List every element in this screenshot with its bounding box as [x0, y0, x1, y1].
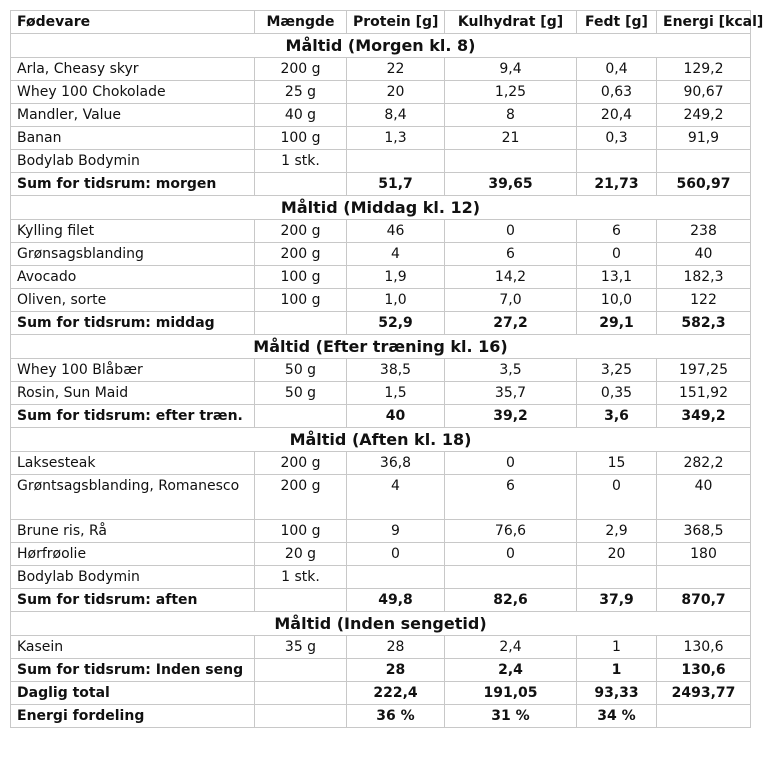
cell-fat: 21,73 — [577, 173, 657, 196]
cell-energy: 129,2 — [657, 58, 751, 81]
cell-food: Grønsagsblanding — [11, 243, 255, 266]
cell-fat: 1 — [577, 636, 657, 659]
cell-fat: 37,9 — [577, 589, 657, 612]
cell-fat: 15 — [577, 452, 657, 475]
cell-food: Sum for tidsrum: middag — [11, 312, 255, 335]
cell-protein: 1,0 — [347, 289, 445, 312]
cell-carbs: 6 — [445, 475, 577, 520]
cell-amount — [255, 682, 347, 705]
cell-amount: 40 g — [255, 104, 347, 127]
cell-fat: 20,4 — [577, 104, 657, 127]
daily-total-row — [11, 682, 751, 705]
cell-protein: 49,8 — [347, 589, 445, 612]
table-row — [11, 382, 751, 405]
cell-food: Whey 100 Chokolade — [11, 81, 255, 104]
cell-carbs: 21 — [445, 127, 577, 150]
table-row — [11, 266, 751, 289]
cell-fat: 34 % — [577, 705, 657, 728]
cell-amount — [255, 405, 347, 428]
cell-energy: 180 — [657, 543, 751, 566]
cell-fat: 29,1 — [577, 312, 657, 335]
header-food: Fødevare — [11, 11, 255, 34]
cell-food: Kasein — [11, 636, 255, 659]
cell-fat — [577, 566, 657, 589]
cell-food: Grøntsagsblanding, Romanesco — [11, 475, 255, 520]
cell-carbs — [445, 566, 577, 589]
cell-protein: 28 — [347, 659, 445, 682]
cell-carbs: 9,4 — [445, 58, 577, 81]
cell-food: Oliven, sorte — [11, 289, 255, 312]
sum-row — [11, 659, 751, 682]
table-row — [11, 452, 751, 475]
cell-energy: 349,2 — [657, 405, 751, 428]
cell-fat: 0,35 — [577, 382, 657, 405]
nutrition-table-container — [10, 10, 764, 728]
cell-protein: 9 — [347, 520, 445, 543]
header-energy: Energi [kcal] — [657, 11, 751, 34]
cell-fat: 13,1 — [577, 266, 657, 289]
cell-amount — [255, 705, 347, 728]
cell-carbs: 31 % — [445, 705, 577, 728]
cell-fat: 0 — [577, 475, 657, 520]
cell-amount: 200 g — [255, 243, 347, 266]
cell-amount — [255, 659, 347, 682]
cell-food: Kylling filet — [11, 220, 255, 243]
cell-amount — [255, 173, 347, 196]
cell-food: Arla, Cheasy skyr — [11, 58, 255, 81]
cell-fat: 3,25 — [577, 359, 657, 382]
table-row — [11, 543, 751, 566]
cell-food: Daglig total — [11, 682, 255, 705]
section-title: Måltid (Morgen kl. 8) — [11, 34, 751, 58]
cell-carbs: 0 — [445, 543, 577, 566]
sum-row — [11, 312, 751, 335]
cell-carbs: 27,2 — [445, 312, 577, 335]
cell-food: Sum for tidsrum: Inden seng — [11, 659, 255, 682]
cell-energy: 130,6 — [657, 659, 751, 682]
cell-protein: 28 — [347, 636, 445, 659]
cell-food: Bodylab Bodymin — [11, 566, 255, 589]
nutrition-table — [10, 10, 764, 728]
table-row — [11, 104, 751, 127]
cell-fat: 1 — [577, 659, 657, 682]
cell-food: Brune ris, Rå — [11, 520, 255, 543]
cell-amount: 20 g — [255, 543, 347, 566]
cell-carbs: 0 — [445, 220, 577, 243]
cell-food: Laksesteak — [11, 452, 255, 475]
cell-energy: 182,3 — [657, 266, 751, 289]
cell-fat: 10,0 — [577, 289, 657, 312]
cell-energy: 560,97 — [657, 173, 751, 196]
section-header-row — [11, 34, 751, 58]
table-row — [11, 520, 751, 543]
cell-amount: 100 g — [255, 289, 347, 312]
section-title: Måltid (Efter træning kl. 16) — [11, 335, 751, 359]
cell-energy: 40 — [657, 243, 751, 266]
table-body — [11, 34, 751, 728]
section-title: Måltid (Aften kl. 18) — [11, 428, 751, 452]
section-header-row — [11, 428, 751, 452]
cell-carbs: 7,0 — [445, 289, 577, 312]
table-row — [11, 81, 751, 104]
cell-food: Avocado — [11, 266, 255, 289]
section-header-row — [11, 196, 751, 220]
section-title: Måltid (Middag kl. 12) — [11, 196, 751, 220]
cell-carbs: 2,4 — [445, 636, 577, 659]
cell-carbs — [445, 150, 577, 173]
cell-protein: 4 — [347, 243, 445, 266]
cell-amount: 100 g — [255, 266, 347, 289]
cell-amount: 200 g — [255, 58, 347, 81]
cell-fat: 2,9 — [577, 520, 657, 543]
cell-energy: 151,92 — [657, 382, 751, 405]
cell-fat — [577, 150, 657, 173]
cell-fat: 0 — [577, 243, 657, 266]
header-fat: Fedt [g] — [577, 11, 657, 34]
cell-energy: 90,67 — [657, 81, 751, 104]
cell-carbs: 6 — [445, 243, 577, 266]
cell-protein: 38,5 — [347, 359, 445, 382]
cell-food: Sum for tidsrum: morgen — [11, 173, 255, 196]
cell-fat: 6 — [577, 220, 657, 243]
cell-protein — [347, 566, 445, 589]
cell-amount — [255, 312, 347, 335]
cell-carbs: 191,05 — [445, 682, 577, 705]
cell-food: Hørfrøolie — [11, 543, 255, 566]
cell-protein: 1,3 — [347, 127, 445, 150]
cell-amount: 50 g — [255, 359, 347, 382]
cell-energy: 870,7 — [657, 589, 751, 612]
table-row — [11, 636, 751, 659]
cell-carbs: 1,25 — [445, 81, 577, 104]
cell-energy: 91,9 — [657, 127, 751, 150]
cell-amount — [255, 589, 347, 612]
cell-protein: 46 — [347, 220, 445, 243]
cell-protein: 20 — [347, 81, 445, 104]
cell-fat: 0,63 — [577, 81, 657, 104]
cell-energy — [657, 150, 751, 173]
cell-food: Banan — [11, 127, 255, 150]
cell-amount: 100 g — [255, 520, 347, 543]
energy-distribution-row — [11, 705, 751, 728]
cell-energy: 238 — [657, 220, 751, 243]
table-row — [11, 566, 751, 589]
cell-protein: 0 — [347, 543, 445, 566]
table-row — [11, 150, 751, 173]
cell-protein: 51,7 — [347, 173, 445, 196]
table-row — [11, 359, 751, 382]
cell-energy: 130,6 — [657, 636, 751, 659]
cell-energy: 197,25 — [657, 359, 751, 382]
cell-protein: 52,9 — [347, 312, 445, 335]
cell-protein: 1,9 — [347, 266, 445, 289]
cell-protein: 8,4 — [347, 104, 445, 127]
cell-protein: 4 — [347, 475, 445, 520]
cell-energy: 282,2 — [657, 452, 751, 475]
cell-energy: 122 — [657, 289, 751, 312]
table-row — [11, 58, 751, 81]
cell-energy — [657, 705, 751, 728]
cell-energy: 368,5 — [657, 520, 751, 543]
cell-fat: 93,33 — [577, 682, 657, 705]
cell-amount: 25 g — [255, 81, 347, 104]
table-row — [11, 475, 751, 520]
cell-carbs: 39,2 — [445, 405, 577, 428]
cell-energy: 2493,77 — [657, 682, 751, 705]
cell-protein: 36 % — [347, 705, 445, 728]
table-row — [11, 127, 751, 150]
cell-energy: 40 — [657, 475, 751, 520]
sum-row — [11, 173, 751, 196]
cell-food: Whey 100 Blåbær — [11, 359, 255, 382]
cell-carbs: 76,6 — [445, 520, 577, 543]
cell-protein: 36,8 — [347, 452, 445, 475]
cell-fat: 20 — [577, 543, 657, 566]
cell-amount: 200 g — [255, 220, 347, 243]
section-header-row — [11, 612, 751, 636]
cell-protein — [347, 150, 445, 173]
cell-carbs: 0 — [445, 452, 577, 475]
cell-amount: 200 g — [255, 475, 347, 520]
sum-row — [11, 589, 751, 612]
cell-food: Sum for tidsrum: aften — [11, 589, 255, 612]
header-protein: Protein [g] — [347, 11, 445, 34]
cell-energy — [657, 566, 751, 589]
cell-amount: 1 stk. — [255, 150, 347, 173]
cell-energy: 582,3 — [657, 312, 751, 335]
header-amount: Mængde — [255, 11, 347, 34]
cell-protein: 1,5 — [347, 382, 445, 405]
cell-fat: 3,6 — [577, 405, 657, 428]
table-row — [11, 220, 751, 243]
cell-carbs: 82,6 — [445, 589, 577, 612]
cell-food: Mandler, Value — [11, 104, 255, 127]
cell-food: Energi fordeling — [11, 705, 255, 728]
cell-fat: 0,4 — [577, 58, 657, 81]
cell-carbs: 39,65 — [445, 173, 577, 196]
section-title: Måltid (Inden sengetid) — [11, 612, 751, 636]
cell-carbs: 8 — [445, 104, 577, 127]
cell-amount: 100 g — [255, 127, 347, 150]
cell-carbs: 3,5 — [445, 359, 577, 382]
cell-carbs: 35,7 — [445, 382, 577, 405]
header-row — [11, 11, 751, 34]
cell-amount: 200 g — [255, 452, 347, 475]
cell-food: Sum for tidsrum: efter træn. — [11, 405, 255, 428]
cell-amount: 50 g — [255, 382, 347, 405]
cell-food: Rosin, Sun Maid — [11, 382, 255, 405]
sum-row — [11, 405, 751, 428]
cell-carbs: 14,2 — [445, 266, 577, 289]
cell-energy: 249,2 — [657, 104, 751, 127]
cell-carbs: 2,4 — [445, 659, 577, 682]
cell-protein: 222,4 — [347, 682, 445, 705]
section-header-row — [11, 335, 751, 359]
cell-amount: 35 g — [255, 636, 347, 659]
table-row — [11, 289, 751, 312]
table-row — [11, 243, 751, 266]
cell-protein: 22 — [347, 58, 445, 81]
cell-amount: 1 stk. — [255, 566, 347, 589]
cell-food: Bodylab Bodymin — [11, 150, 255, 173]
cell-protein: 40 — [347, 405, 445, 428]
header-carbs: Kulhydrat [g] — [445, 11, 577, 34]
cell-fat: 0,3 — [577, 127, 657, 150]
